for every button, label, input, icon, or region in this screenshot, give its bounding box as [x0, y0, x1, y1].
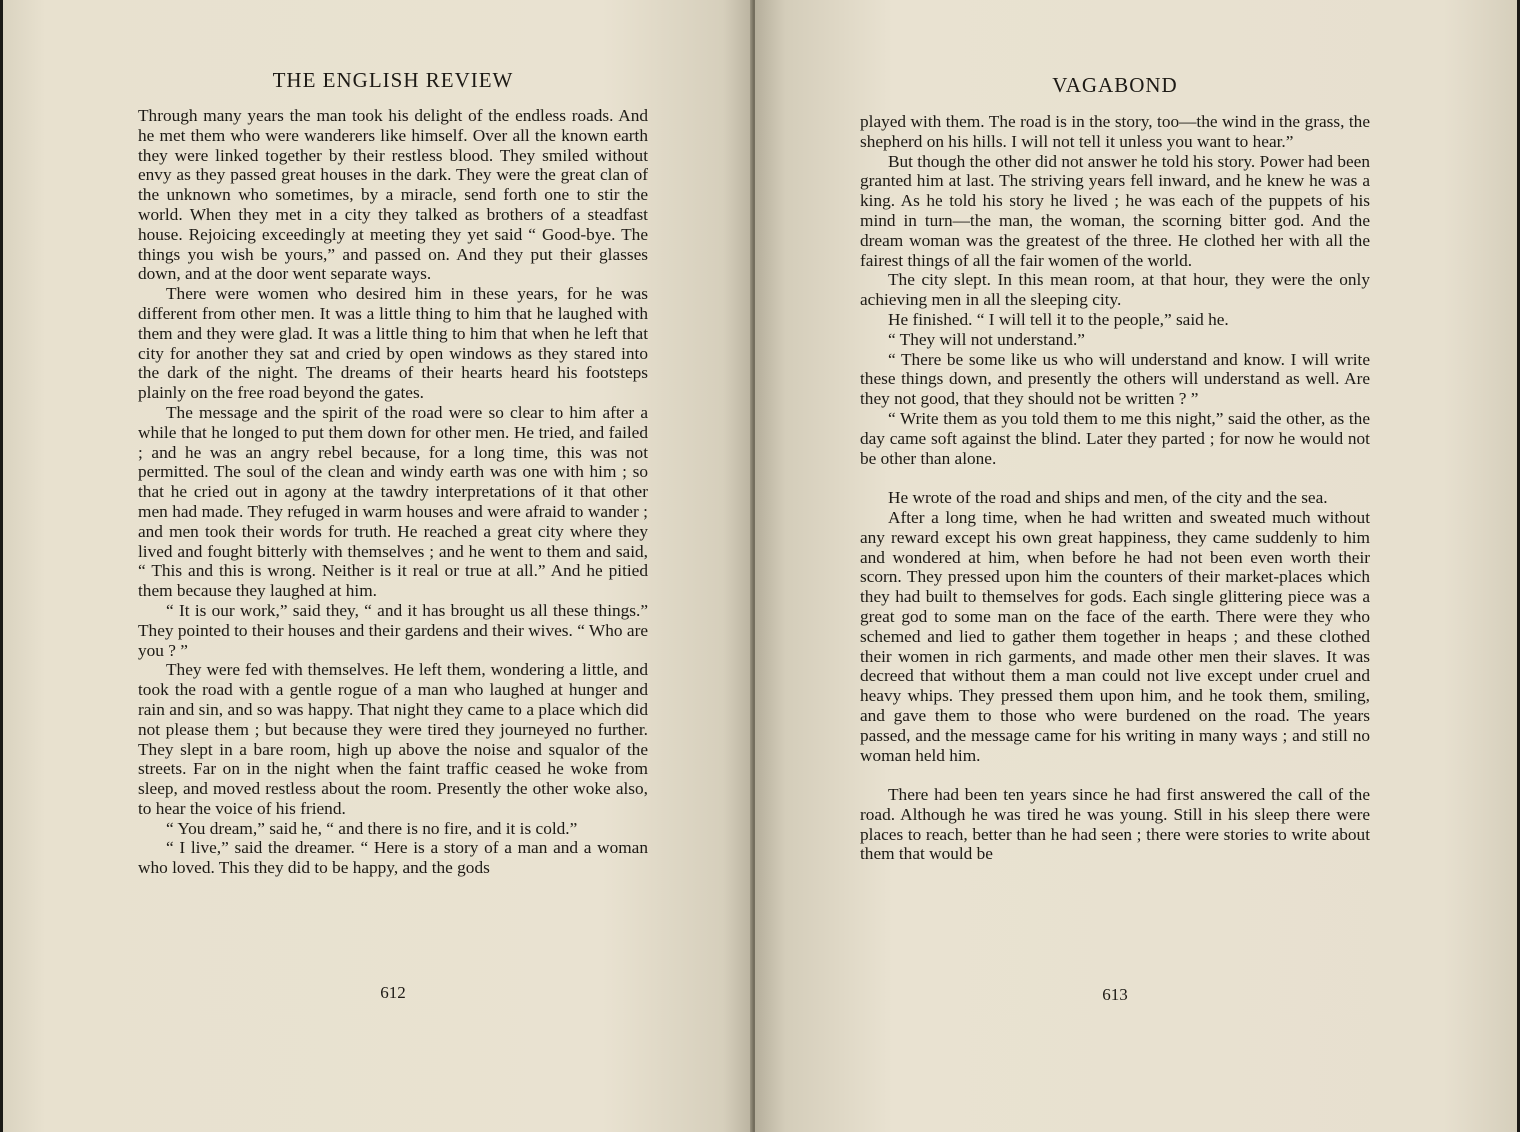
page-number: 613: [1102, 985, 1128, 1004]
paragraph: There were women who desired him in these years, for he was different from other men. It was a little thing to him that he laughed with them and they were glad. It was a little thing to him that when he left that city for another they sat and cried by open windows as they stared into the dark of the night. The dreams of their hearts heard his footsteps plainly on the free road beyond the gates.: [138, 284, 648, 403]
paragraph: “ They will not understand.”: [888, 329, 1085, 349]
paragraph: The city slept. In this mean room, at that hour, they were the only achieving men in all the sleeping city.: [860, 270, 1370, 310]
running-head: VAGABOND: [1052, 73, 1178, 97]
paragraph: But though the other did not answer he told his story. Power had been granted him at last. The striving years fell inward, and he knew he was a king. As he told his story he lived ; he was each of the puppets of his mind in turn—the man, the woman, the scorning bitter god. And the dream woman was the greatest of the three. He clothed her with all the fairest things of all the fair women of the world.: [860, 151, 1370, 270]
body-text: [138, 106, 648, 878]
page-number: 612: [380, 983, 406, 1002]
paragraph: “ There be some like us who will understand and know. I will write these things down, and presently the others will understand as well. Are they not good, that they should not be written ? ”: [860, 349, 1370, 409]
paragraph: He wrote of the road and ships and men, of the city and the sea.: [888, 488, 1328, 508]
paragraph: Through many years the man took his delight of the endless roads. And he met them who were wanderers like himself. Over all the known earth they were linked together by their restless blood. They smiled without envy as they passed great houses in the dark. They were the great clan of the unknown who sometimes, by a miracle, send forth one to stir the world. When they met in a city they talked as brothers of a steadfast house. Rejoicing exceedingly at meeting they yet said “ Good-bye. The things you wish be yours,” and passed on. And they put their glasses down, and at the door went separate ways.: [138, 106, 648, 284]
body-text: [860, 112, 1370, 864]
paragraph: played with them. The road is in the story, too—the wind in the grass, the shepherd on his hills. I will not tell it unless you want to hear.”: [860, 112, 1370, 151]
running-head: THE ENGLISH REVIEW: [272, 68, 514, 92]
paragraph: The message and the spirit of the road were so clear to him after a while that he longed to put them down for other men. He tried, and failed ; and he was an angry rebel because, for a long time, this was not permitted. The soul of the clean and windy earth was one with him ; so that he cried out in agony at the tawdry interpretations of it that other men had made. They refuged in warm houses and were afraid to wander ; and men took their words for truth. He reached a great city where they lived and fought bitterly with themselves ; and he went to them and said, “ This and this is wrong. Neither is it real or true at all.” And he pitied them because they laughed at him.: [138, 402, 648, 601]
paragraph: He finished. “ I will tell it to the people,” said he.: [888, 309, 1229, 329]
paragraph: They were fed with themselves. He left them, wondering a little, and took the road with a gentle rogue of a man who laughed at hunger and rain and sin, and so was happy. That night they came to a place which did not please them ; but because they were tired they journeyed no further. They slept in a bare room, high up above the noise and squalor of the streets. Far on in the night when the faint traffic ceased he woke from sleep, and moved restless about the room. Presently the other woke also, to hear the voice of his friend.: [138, 660, 648, 818]
paragraph: “ You dream,” said he, “ and there is no fire, and it is cold.”: [166, 818, 578, 838]
paragraph: “ It is our work,” said they, “ and it has brought us all these things.” They pointed to their houses and their gardens and their wives. “ Who are you ? ”: [138, 600, 648, 660]
paragraph: There had been ten years since he had first answered the call of the road. Although he was tired he was young. Still in his sleep there were places to reach, better than he had seen ; there were stories to write about them that would be: [860, 785, 1370, 864]
paragraph: “ Write them as you told them to me this night,” said the other, as the day came soft against the blind. Later they parted ; for now he would not be other than alone.: [860, 408, 1370, 468]
page-edge: [0, 0, 3, 1132]
left-page: [0, 0, 753, 1132]
paragraph: After a long time, when he had written and sweated much without any reward except his own great happiness, they came suddenly to him and wondered at him, when before he had not been even worth their scorn. They pressed upon him the counters of their market-places which they had built to themselves for gods. Each single glittering piece was a great god to some man on the face of the earth. There were they who schemed and lied to gather them together in heaps ; and these clothed their women in rich garments, and made other men their slaves. It was decreed that without them a man could not live except under cruel and heavy whips. They pressed them upon him, and he took them, smiling, and gave them to those who were burdened on the road. The years passed, and the message came for his writing in many ways ; and still no woman held him.: [860, 507, 1370, 765]
paragraph: “ I live,” said the dreamer. “ Here is a story of a man and a woman who loved. This they did to be happy, and the gods: [138, 838, 648, 878]
right-page: [755, 0, 1520, 1132]
